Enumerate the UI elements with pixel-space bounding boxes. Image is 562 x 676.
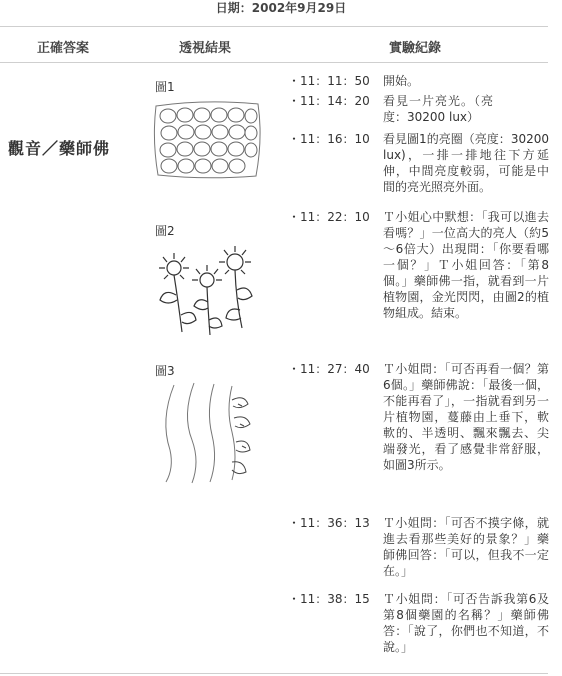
figure-2-sketch — [152, 240, 260, 340]
figure-2-label: 圖2 — [155, 224, 175, 238]
record-time: ・11：11：50 — [288, 74, 370, 88]
correct-answer: 觀音／藥師佛 — [8, 139, 111, 158]
record-time: ・11：16：10 — [288, 132, 370, 146]
record-text: 看見一片亮光。（亮度：30200 lux） — [383, 94, 493, 124]
record-text: Ｔ小姐問：「可否不摸字條，就進去看那些美好的景象？」藥師佛回答：「可以，但我不一定在。」 — [383, 516, 549, 578]
table-bottom-divider — [0, 673, 548, 674]
header-record: 實驗紀錄 — [388, 41, 441, 56]
header-perspective: 透視結果 — [178, 41, 231, 56]
figure-3-sketch — [152, 380, 260, 485]
record-text: Ｔ小姐問：「可否告訴我第6及第8個藥園的名稱？」藥師佛答：「說了，你們也不知道，不說。」 — [383, 592, 549, 654]
record-time: ・11：27：40 — [288, 362, 370, 376]
record-time: ・11：36：13 — [288, 516, 370, 530]
record-text: 看見圖1的亮圈（亮度：30200 lux)，一排一排地往下方延伸，中間亮度較弱，可能是中間的亮光照亮外面。 — [383, 132, 549, 194]
figure-1-sketch — [150, 98, 265, 180]
header-top-divider — [0, 26, 548, 27]
experiment-date: 日期：2002年9月29日 — [215, 1, 347, 15]
record-time: ・11：38：15 — [288, 592, 370, 606]
header-bottom-divider — [0, 62, 548, 63]
record-time: ・11：22：10 — [288, 210, 370, 224]
record-text: Ｔ小姐心中默想：「我可以進去看嗎？」一位高大的亮人（約5～6倍大）出現問：「你要看哪一個？」Ｔ小姐回答：「第8個。」藥師佛一指，就看到一片植物園，金光閃閃，由圖2的植物組成。結束。 — [383, 210, 549, 320]
record-text: 開始。 — [383, 74, 420, 88]
record-time: ・11：14：20 — [288, 94, 370, 108]
header-answer: 正確答案 — [36, 41, 89, 56]
figure-3-label: 圖3 — [155, 364, 175, 378]
record-text: Ｔ小姐問：「可否再看一個？第6個。」藥師佛說：「最後一個，不能再看了」，一指就看到另一片植物園，蔓藤由上垂下，軟軟的、半透明、飄來飄去、尖端發光，看了感覺非常舒服，如圖3所示。 — [383, 362, 549, 472]
figure-1-label: 圖1 — [155, 80, 175, 94]
